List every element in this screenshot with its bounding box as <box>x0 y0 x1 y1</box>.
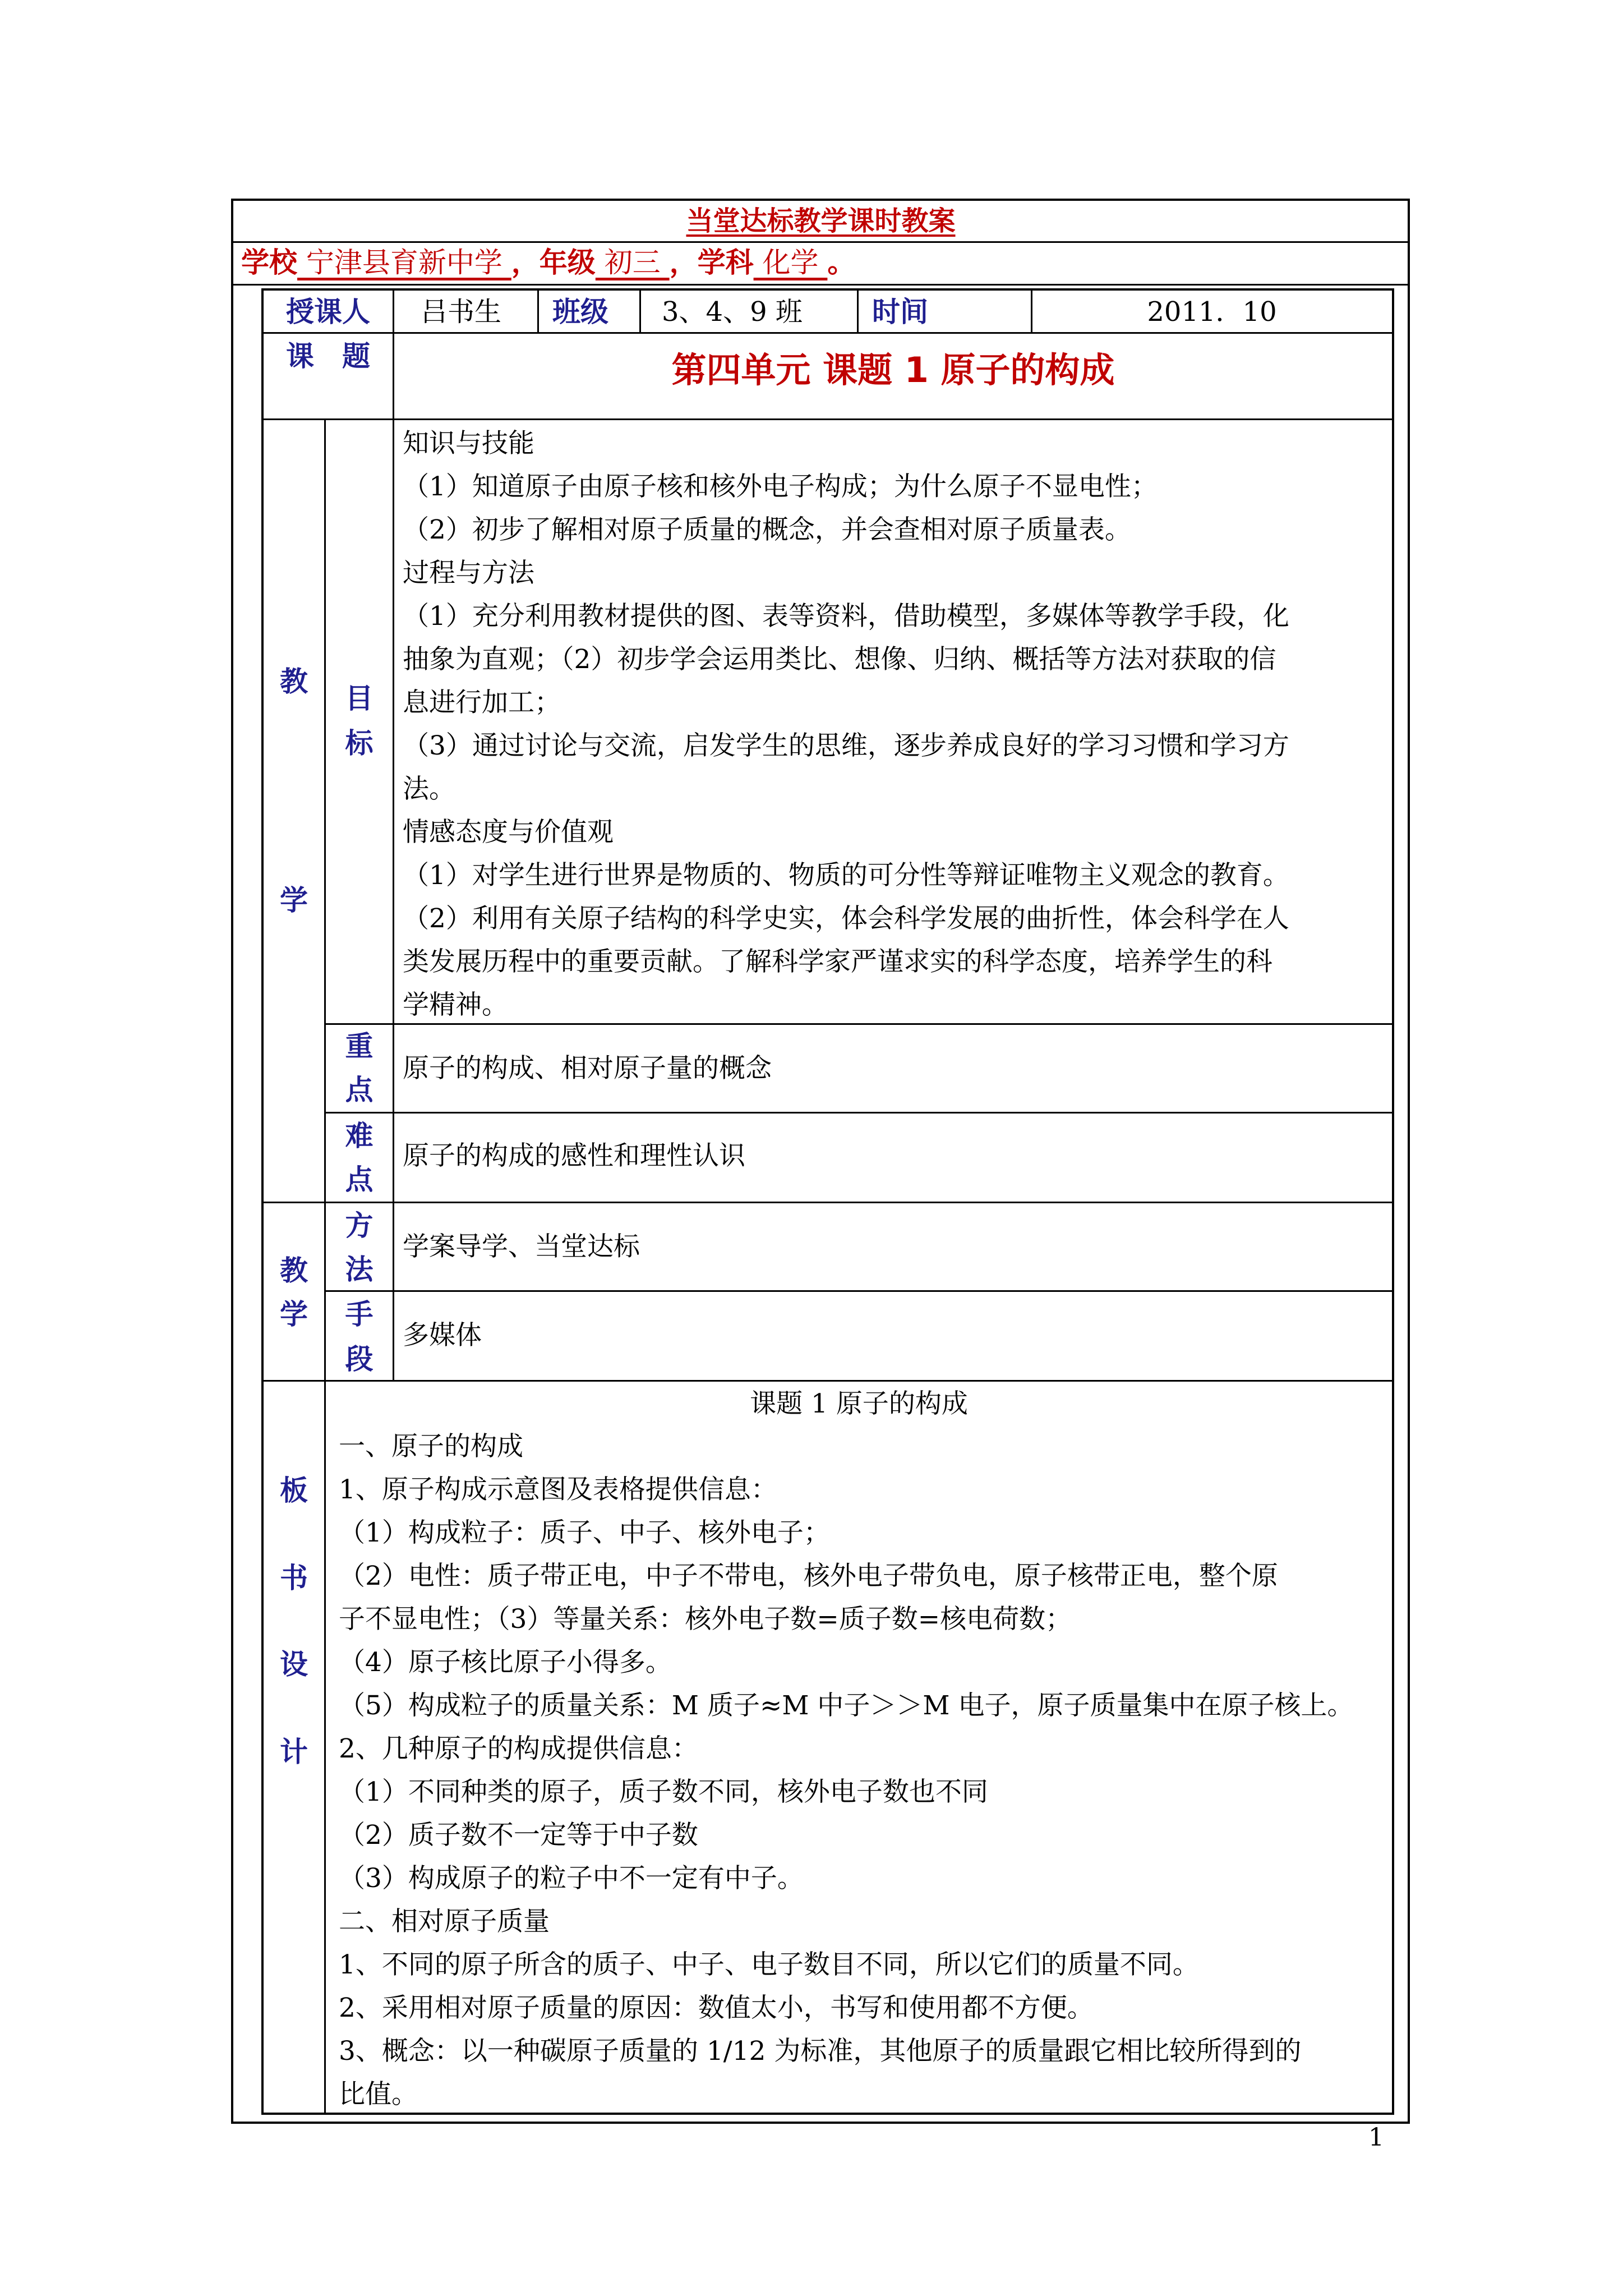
board-divider <box>324 1380 326 2114</box>
method-section-bottom <box>261 1380 1394 1382</box>
goal-line: （2）利用有关原子结构的科学史实，体会科学发展的曲折性，体会科学在人 <box>403 903 1289 934</box>
goal-line: （1）充分利用教材提供的图、表等资料，借助模型，多媒体等教学手段，化 <box>403 601 1289 632</box>
teaching-goals <box>403 422 1390 1027</box>
teaching-section-bottom <box>261 1202 1394 1203</box>
key-point-label-1: 重 <box>345 1029 374 1062</box>
info-divider-3 <box>639 288 641 333</box>
board-line: （2）电性：质子带正电，中子不带电，核外电子带负电，原子核带正电，整个原 <box>339 1561 1278 1591</box>
outer-border-bottom <box>231 2122 1410 2124</box>
goal-line: 类发展历程中的重要贡献。了解科学家严谨求实的科学态度，培养学生的科 <box>403 946 1272 977</box>
goal-line: 过程与方法 <box>403 558 534 588</box>
goal-line: 学精神。 <box>403 990 508 1020</box>
teacher-value: 吕书生 <box>421 296 502 328</box>
subject-label: ，学科 <box>669 246 754 279</box>
document-title: 当堂达标教学课时教案 <box>686 205 956 237</box>
goal-line: 法。 <box>403 774 455 804</box>
teaching-section-label-2: 学 <box>280 884 308 917</box>
goals-label-1: 目 <box>345 682 374 715</box>
info-divider-4 <box>857 288 859 333</box>
board-line: 2、几种原子的构成提供信息： <box>339 1733 698 1764</box>
board-line: 子不显电性；（3）等量关系：核外电子数=质子数=核电荷数； <box>339 1604 1072 1635</box>
method-label-2: 法 <box>345 1253 374 1286</box>
info-divider-2 <box>537 288 539 333</box>
board-line: 3、概念：以一种碳原子质量的 1/12 为标准，其他原子的质量跟它相比较所得到的 <box>339 2036 1302 2067</box>
grade-value: 初三 <box>595 246 670 279</box>
board-line: 1、不同的原子所含的质子、中子、电子数目不同，所以它们的质量不同。 <box>339 1949 1199 1980</box>
topic-row-bottom <box>261 418 1394 420</box>
board-label-1: 板 <box>280 1474 308 1507</box>
board-line: 1、原子构成示意图及表格提供信息： <box>339 1474 777 1505</box>
board-line: （1）构成粒子：质子、中子、核外电子； <box>339 1517 830 1548</box>
section-divider-content <box>393 418 394 1381</box>
board-content <box>339 1425 1392 2116</box>
outer-border-left <box>231 199 233 2124</box>
page-number: 1 <box>1368 2123 1384 2152</box>
board-line: 二、相对原子质量 <box>339 1906 550 1937</box>
key-point-label-2: 点 <box>345 1073 374 1106</box>
goal-line: 知识与技能 <box>403 428 534 459</box>
goal-line: （2）初步了解相对原子质量的概念，并会查相对原子质量表。 <box>403 514 1131 545</box>
difficulty-label-2: 点 <box>345 1163 374 1196</box>
school-row-end: 。 <box>827 246 856 279</box>
means-label-1: 手 <box>345 1297 374 1331</box>
board-line: 比值。 <box>339 2079 418 2110</box>
board-label-3: 设 <box>280 1648 308 1681</box>
topic-label: 课 题 <box>286 339 370 372</box>
method-row-bottom <box>324 1290 1394 1292</box>
school-row-divider <box>231 284 1410 286</box>
key-row-bottom <box>324 1112 1394 1114</box>
school-label: 学校 <box>241 246 297 279</box>
method-value: 学案导学、当堂达标 <box>403 1231 640 1262</box>
teacher-label: 授课人 <box>286 295 370 328</box>
time-value: 2011．10 <box>1147 296 1277 328</box>
board-line: （1）不同种类的原子，质子数不同，核外电子数也不同 <box>339 1777 988 1807</box>
board-line: （3）构成原子的粒子中不一定有中子。 <box>339 1863 804 1894</box>
goal-line: （1）知道原子由原子核和核外电子构成；为什么原子不显电性； <box>403 471 1158 502</box>
board-label-4: 计 <box>280 1735 308 1768</box>
time-label: 时间 <box>872 295 928 328</box>
inner-border-top <box>261 288 1394 291</box>
goal-line: （1）对学生进行世界是物质的、物质的可分性等辩证唯物主义观念的教育。 <box>403 860 1289 891</box>
board-label-2: 书 <box>280 1561 308 1594</box>
class-label: 班级 <box>552 295 608 328</box>
key-point-value: 原子的构成、相对原子量的概念 <box>403 1053 772 1084</box>
board-line: （5）构成粒子的质量关系：M 质子≈M 中子＞＞M 电子，原子质量集中在原子核上。 <box>339 1690 1354 1721</box>
class-value: 3、4、9 班 <box>662 296 803 328</box>
method-label-1: 方 <box>345 1209 374 1242</box>
means-label-2: 段 <box>345 1342 374 1375</box>
difficulty-label-1: 难 <box>345 1119 374 1152</box>
board-line: （2）质子数不一定等于中子数 <box>339 1820 698 1851</box>
outer-border-right <box>1408 199 1410 2124</box>
goal-line: 息进行加工； <box>403 687 561 718</box>
subject-value: 化学 <box>753 246 828 279</box>
goal-line: （3）通过讨论与交流，启发学生的思维，逐步养成良好的学习习惯和学习方 <box>403 730 1289 761</box>
difficulty-value: 原子的构成的感性和理性认识 <box>403 1140 745 1171</box>
info-row-bottom <box>261 332 1394 334</box>
school-info-row <box>241 242 1408 283</box>
teaching-section-label-1: 教 <box>280 665 308 698</box>
board-line: 一、原子的构成 <box>339 1431 523 1462</box>
goal-line: 抽象为直观；（2）初步学会运用类比、想像、归纳、概括等方法对获取的信 <box>403 644 1276 675</box>
means-value: 多媒体 <box>403 1320 482 1351</box>
board-line: （4）原子核比原子小得多。 <box>339 1647 672 1678</box>
goals-label-2: 标 <box>345 726 374 760</box>
board-line: 2、采用相对原子质量的原因：数值太小，书写和使用都不方便。 <box>339 1993 1094 2023</box>
method-section-label-2: 学 <box>280 1297 308 1331</box>
board-heading: 课题 1 原子的构成 <box>750 1388 968 1419</box>
goal-line: 情感态度与价值观 <box>403 817 614 848</box>
school-value: 宁津县育新中学 <box>297 246 511 279</box>
grade-label: ，年级 <box>511 246 596 279</box>
lesson-title: 第四单元 课题 1 原子的构成 <box>671 349 1115 390</box>
method-section-label-1: 教 <box>280 1254 308 1287</box>
